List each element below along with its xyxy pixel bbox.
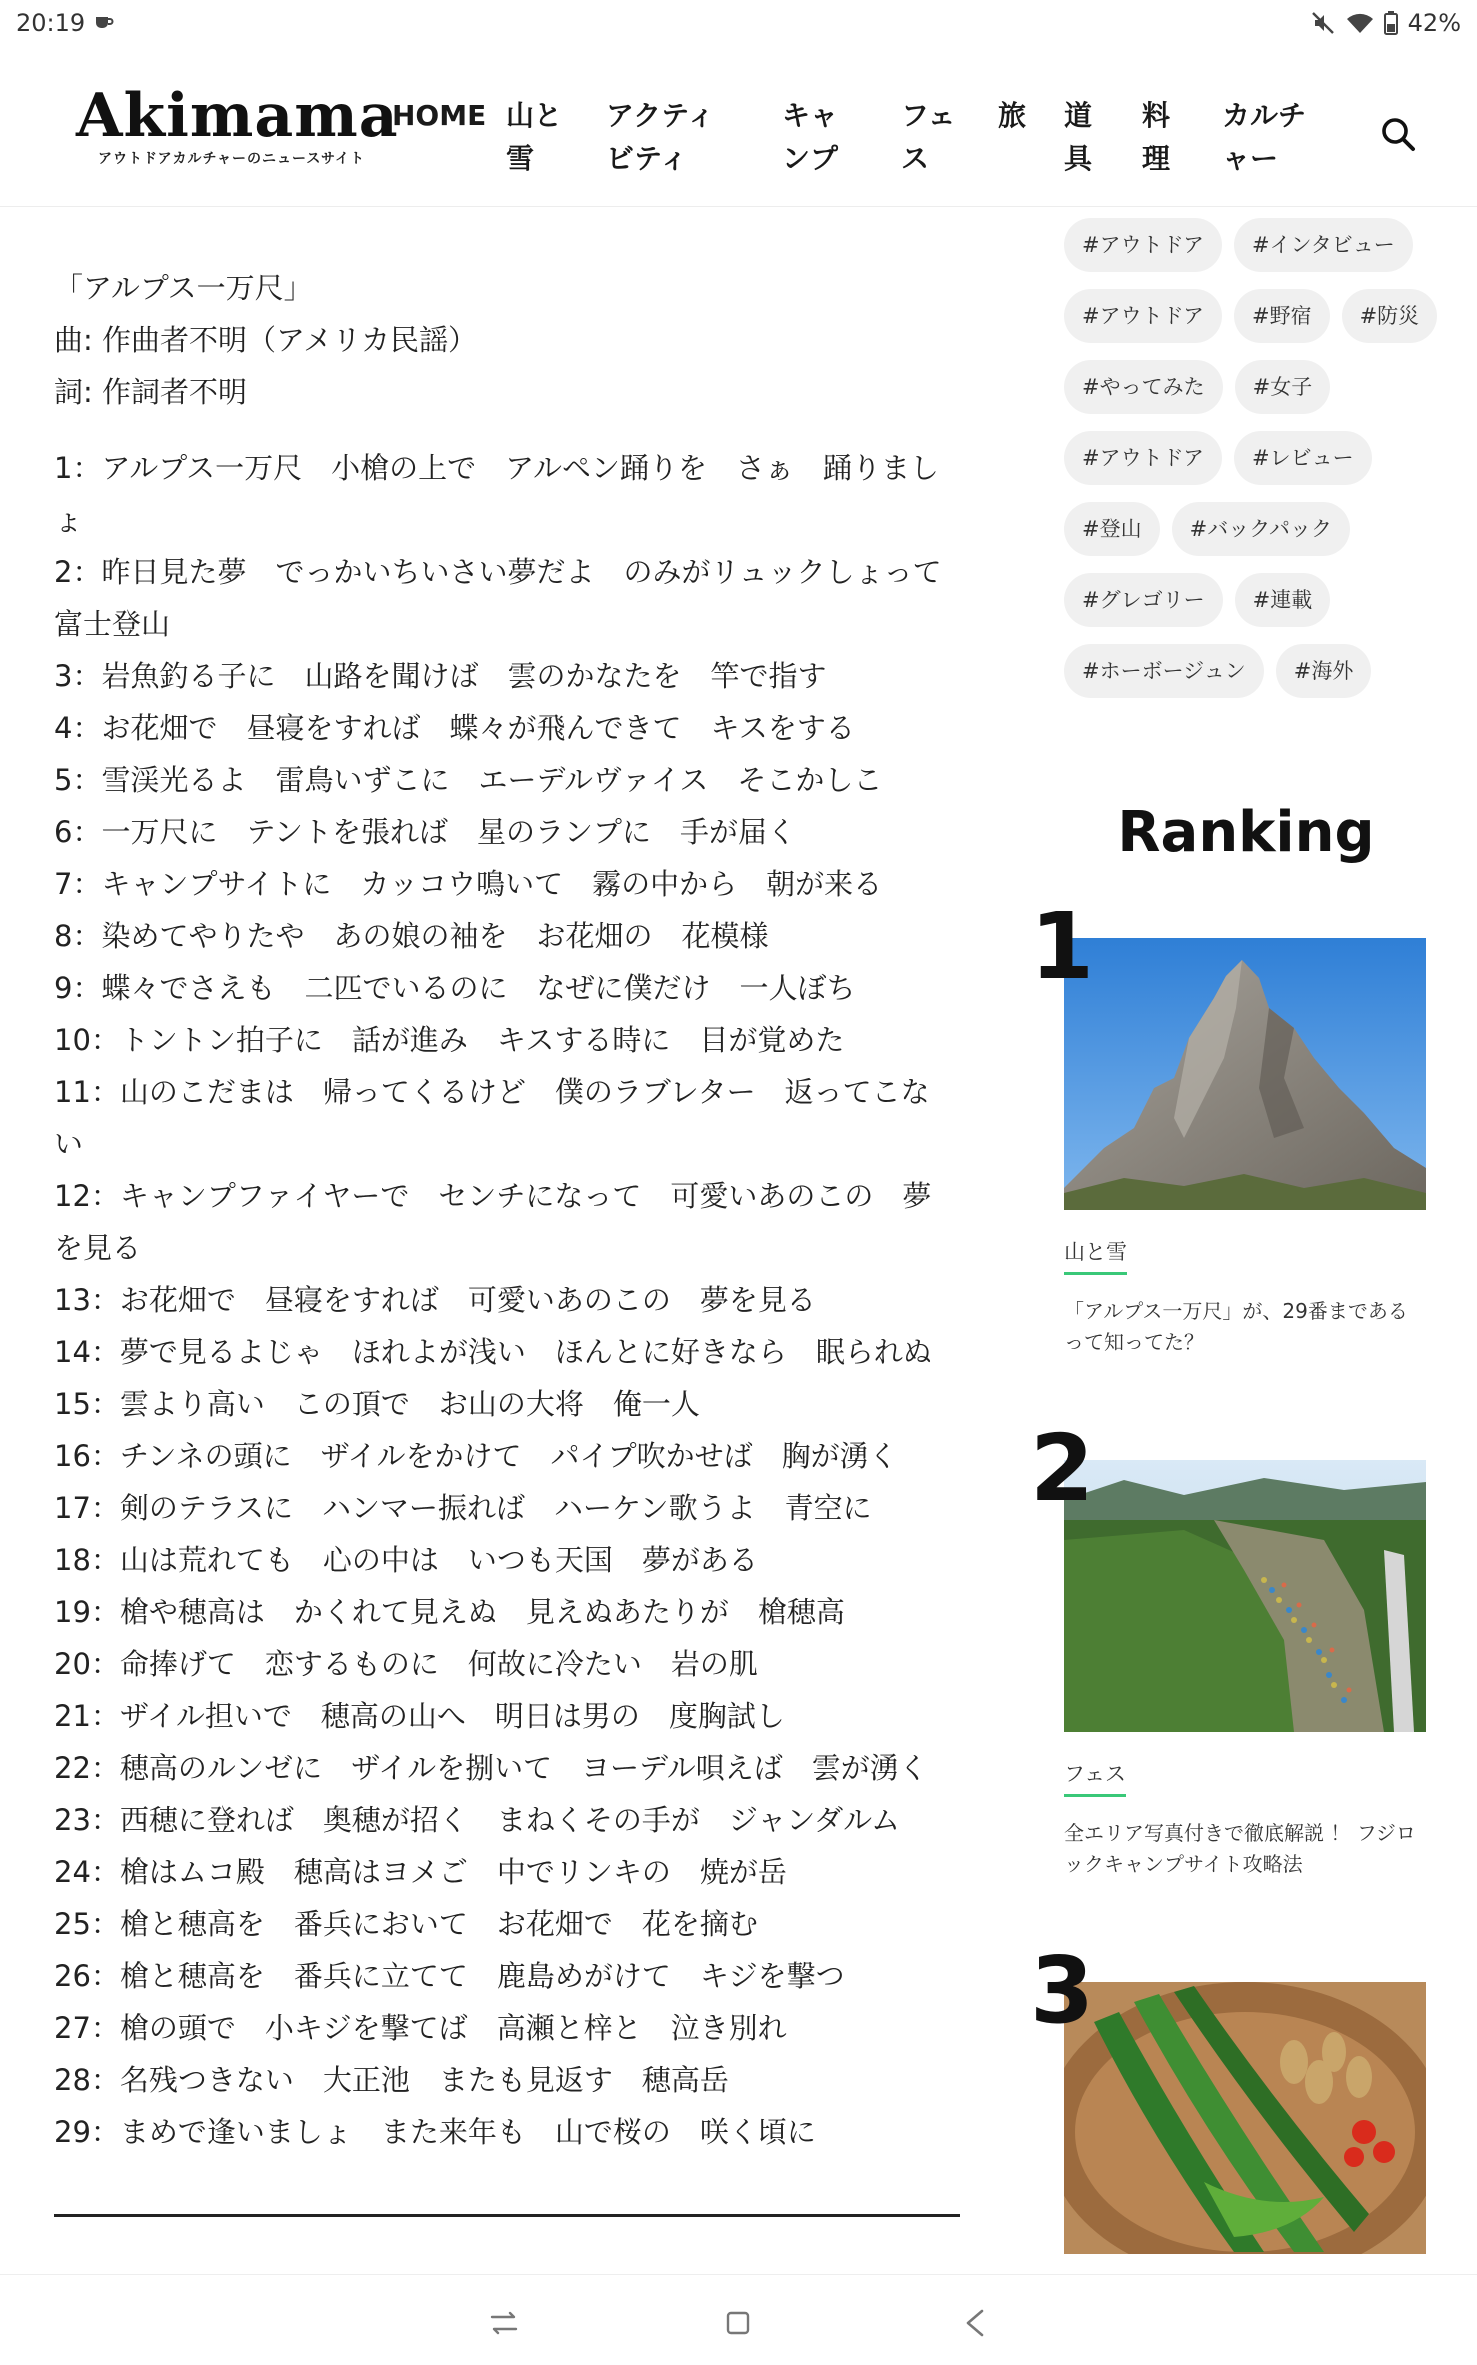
tag-cloud	[1064, 218, 1444, 715]
tag-bivouac[interactable]: #野宿	[1234, 289, 1330, 343]
song-title: 「アルプス一万尺」	[54, 271, 313, 305]
rank-number: 2	[1030, 1415, 1095, 1522]
nav-travel[interactable]: 旅	[998, 99, 1027, 132]
rank-title[interactable]: 全エリア写真付きで徹底解説 ！ フジロックキャンプサイト攻略法	[1064, 1821, 1416, 1876]
verse: 9：蝶々でさえも 二匹でいるのに なぜに僕だけ 一人ぼち	[54, 971, 856, 1005]
verse: 21：ザイル担いで 穂高の山へ 明日は男の 度胸試し	[54, 1699, 785, 1733]
tag-climbing[interactable]: #登山	[1064, 502, 1160, 556]
verse: 15：雲より高い この頂で お山の大将 俺一人	[54, 1387, 700, 1421]
article-body	[54, 206, 960, 2158]
verse: 13：お花畑で 昼寝をすれば 可愛いあのこの 夢を見る	[54, 1283, 816, 1317]
battery-percent: 42%	[1407, 9, 1461, 37]
home-icon[interactable]	[718, 2303, 758, 2343]
battery-icon	[1384, 11, 1398, 35]
verse: 29：まめで逢いましょ また来年も 山で桜の 咲く頃に	[54, 2115, 816, 2149]
recent-apps-icon[interactable]	[484, 2303, 524, 2343]
verse: 14：夢で見るよじゃ ほれよが浅い ほんとに好きなら 眠られぬ	[54, 1335, 932, 1369]
verse: 17：剣のテラスに ハンマー振れば ハーケン歌うよ 青空に	[54, 1491, 872, 1525]
tag-disaster-prep[interactable]: #防災	[1342, 289, 1438, 343]
logo-text: Akimama	[76, 81, 399, 151]
tag-series[interactable]: #連載	[1235, 573, 1331, 627]
nav-culture[interactable]: カルチャー	[1222, 99, 1307, 175]
nav-camp[interactable]: キャンプ	[782, 99, 839, 175]
tag-review[interactable]: #レビュー	[1234, 431, 1372, 485]
verse: 22：穂高のルンゼに ザイルを捌いて ヨーデル唄えば 雲が湧く	[54, 1751, 928, 1785]
nav-home[interactable]: HOME	[392, 99, 487, 132]
nav-cooking[interactable]: 料理	[1142, 99, 1171, 175]
nav-activity[interactable]: アクティビティ	[606, 99, 715, 175]
android-nav-bar	[0, 2274, 1477, 2365]
rocky-peak-photo[interactable]	[1064, 938, 1426, 1210]
nav-gear[interactable]: 道具	[1064, 99, 1093, 175]
site-header	[0, 48, 1477, 207]
tag-interview[interactable]: #インタビュー	[1234, 218, 1413, 272]
campsite-aerial-photo[interactable]	[1064, 1460, 1426, 1732]
tag-outdoor[interactable]: #アウトドア	[1064, 289, 1222, 343]
tag-outdoor[interactable]: #アウトドア	[1064, 218, 1222, 272]
rank-category[interactable]: 山と雪	[1064, 1236, 1127, 1275]
tag-row	[1064, 431, 1444, 490]
site-logo[interactable]	[76, 81, 399, 168]
verse: 4：お花畑で 昼寝をすれば 蝶々が飛んできて キスをする	[54, 711, 855, 745]
verse: 2：昨日見た夢 でっかいちいさい夢だよ のみがリュックしょって富士登山	[54, 555, 942, 641]
tag-backpack[interactable]: #バックパック	[1172, 502, 1350, 556]
rank-number: 3	[1030, 1937, 1095, 2044]
verse: 10：トントン拍子に 話が進み キスする時に 目が覚めた	[54, 1023, 845, 1057]
verse: 19：槍や穂高は かくれて見えぬ 見えぬあたりが 槍穂高	[54, 1595, 845, 1629]
verse: 1：アルプス一万尺 小槍の上で アルペン踊りを さぁ 踊りましょ	[54, 451, 939, 537]
verse: 3：岩魚釣る子に 山路を聞けば 雲のかなたを 竿で指す	[54, 659, 827, 693]
vegetables-plate-photo[interactable]	[1064, 1982, 1426, 2254]
verse: 6：一万尺に テントを張れば 星のランプに 手が届く	[54, 815, 797, 849]
verse: 5：雪渓光るよ 雷鳥いずこに エーデルヴァイス そこかしこ	[54, 763, 883, 797]
verse: 18：山は荒れても 心の中は いつも天国 夢がある	[54, 1543, 758, 1577]
nav-fes[interactable]: フェス	[901, 99, 956, 175]
verse: 24：槍はムコ殿 穂高はヨメご 中でリンキの 焼が岳	[54, 1855, 787, 1889]
coffee-cup-icon	[94, 14, 114, 30]
rank-category[interactable]: フェス	[1064, 1758, 1126, 1797]
back-icon[interactable]	[956, 2303, 996, 2343]
status-bar	[0, 0, 1477, 48]
tag-row	[1064, 360, 1444, 419]
tag-row	[1064, 502, 1444, 561]
verse: 20：命捧げて 恋するものに 何故に冷たい 岩の肌	[54, 1647, 758, 1681]
verse: 23：西穂に登れば 奥穂が招く まねくその手が ジャンダルム	[54, 1803, 901, 1837]
tag-row	[1064, 573, 1444, 632]
tag-hobo-jun[interactable]: #ホーボージュン	[1064, 644, 1264, 698]
verse: 11：山のこだまは 帰ってくるけど 僕のラブレター 返ってこない	[54, 1075, 930, 1161]
verse: 12：キャンプファイヤーで センチになって 可愛いあのこの 夢を見る	[54, 1179, 932, 1265]
verse: 28：名残つきない 大正池 またも見返す 穂高岳	[54, 2063, 729, 2097]
tag-row	[1064, 644, 1444, 703]
verse: 7：キャンプサイトに カッコウ鳴いて 霧の中から 朝が来る	[54, 867, 883, 901]
ranking-heading: Ranking	[1117, 800, 1375, 865]
tag-tried-it[interactable]: #やってみた	[1064, 360, 1223, 414]
verse: 27：槍の頭で 小キジを撃てば 高瀬と梓と 泣き別れ	[54, 2011, 787, 2045]
wifi-icon	[1346, 11, 1374, 35]
tag-overseas[interactable]: #海外	[1276, 644, 1372, 698]
search-icon[interactable]	[1378, 114, 1418, 154]
song-lyricist: 詞: 作詞者不明	[54, 375, 247, 409]
song-meta	[54, 206, 960, 418]
verse: 25：槍と穂高を 番兵において お花畑で 花を摘む	[54, 1907, 758, 1941]
article-divider	[54, 2214, 960, 2217]
tag-row	[1064, 289, 1444, 348]
tag-women[interactable]: #女子	[1235, 360, 1331, 414]
verse: 8：染めてやりたや あの娘の袖を お花畑の 花模様	[54, 919, 769, 953]
tag-row	[1064, 218, 1444, 277]
rank-number: 1	[1030, 893, 1095, 1000]
status-time: 20:19	[16, 9, 86, 37]
lyrics-list	[54, 442, 960, 2158]
tag-gregory[interactable]: #グレゴリー	[1064, 573, 1223, 627]
verse: 26：槍と穂高を 番兵に立てて 鹿島めがけて キジを撃つ	[54, 1959, 845, 1993]
nav-mountain-snow[interactable]: 山と雪	[506, 99, 563, 175]
song-composer: 曲: 作曲者不明（アメリカ民謡）	[54, 323, 477, 357]
logo-tagline: アウトドアカルチャーのニュースサイト	[98, 151, 366, 167]
mute-icon	[1310, 10, 1336, 36]
tag-outdoor[interactable]: #アウトドア	[1064, 431, 1222, 485]
verse: 16：チンネの頭に ザイルをかけて パイプ吹かせば 胸が湧く	[54, 1439, 898, 1473]
rank-title[interactable]: 「アルプス一万尺」が、29番まであるって知ってた？	[1064, 1299, 1408, 1354]
